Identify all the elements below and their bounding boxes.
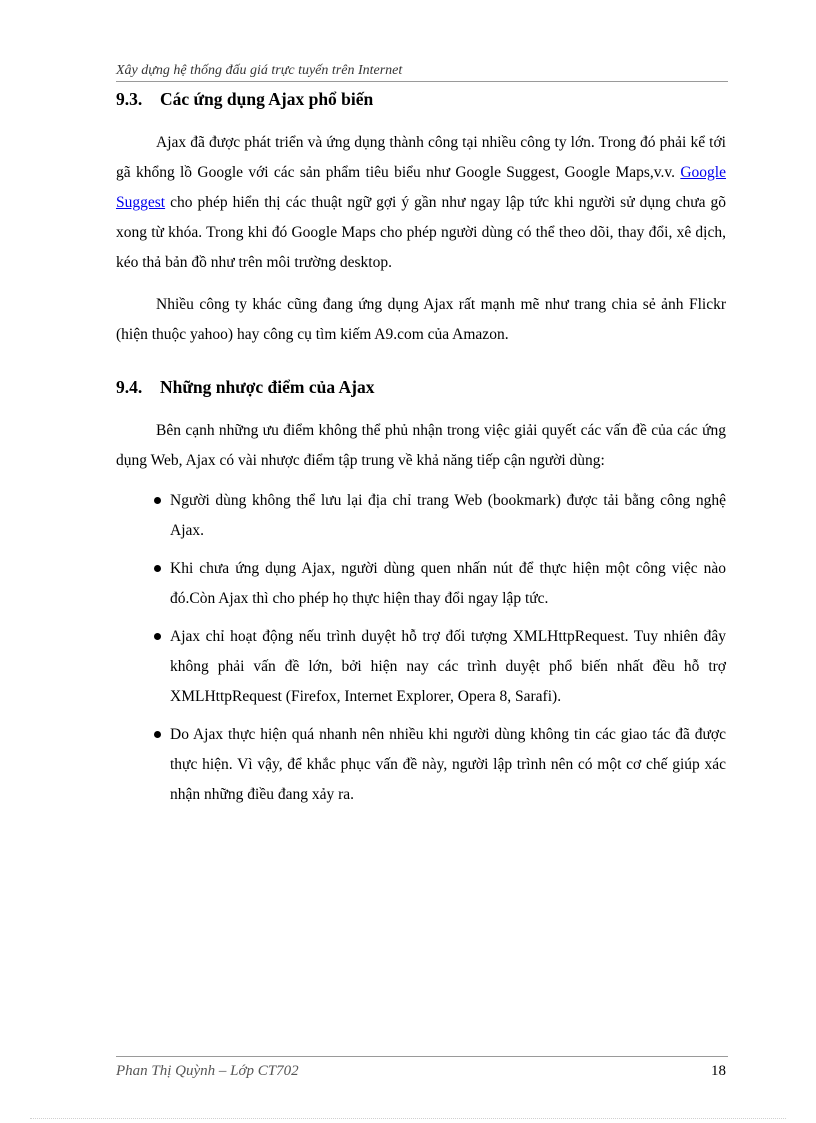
bullet-icon	[154, 633, 161, 640]
section-number: 9.3.	[116, 89, 143, 109]
section-heading-9-4	[116, 374, 726, 400]
list-item-text: Ajax chỉ hoạt động nếu trình duyệt hỗ trợ đối tượng XMLHttpRequest. Tuy nhiên đây không phải vấn đề lớn, bởi hiện nay các trình duyệt phổ biến nhất đều hỗ trợ XMLHttpRequest (Firefox, Internet Explorer, Opera 8, Sarafi).	[170, 628, 726, 705]
bullet-icon	[154, 731, 161, 738]
paragraph-text: cho phép hiển thị các thuật ngữ gợi ý gần như ngay lập tức khi người sử dụng chưa gõ xong từ khóa. Trong khi đó Google Maps cho phép người dùng có thể theo dõi, thay đổi, xê dịch, kéo thả bản đồ như trên môi trường desktop.	[116, 194, 726, 271]
disadvantages-list	[116, 486, 726, 810]
paragraph-ajax-applications	[116, 128, 726, 278]
page-content	[116, 86, 726, 818]
section-heading-9-3	[116, 86, 726, 112]
google-suggest-link[interactable]: Google Suggest	[116, 164, 726, 211]
list-item	[116, 720, 726, 810]
bullet-icon	[154, 565, 161, 572]
list-item-text: Người dùng không thể lưu lại địa chỉ trang Web (bookmark) được tải bằng công nghệ Ajax.	[170, 492, 726, 539]
paragraph-disadvantages-intro: Bên cạnh những ưu điểm không thể phủ nhận trong việc giải quyết các vấn đề của các ứng dụng Web, Ajax có vài nhược điểm tập trung về khả năng tiếp cận người dùng:	[116, 422, 726, 469]
section-title: Những nhược điểm của Ajax	[160, 377, 375, 397]
list-item	[116, 486, 726, 546]
section-title: Các ứng dụng Ajax phổ biến	[160, 89, 374, 109]
section-number: 9.4.	[116, 377, 143, 397]
running-header	[116, 62, 728, 82]
header-title: Xây dựng hệ thống đấu giá trực tuyến trên Internet	[116, 63, 403, 78]
list-item-text: Do Ajax thực hiện quá nhanh nên nhiều khi người dùng không tin các giao tác đã được thực hiện. Vì vậy, để khắc phục vấn đề này, người lập trình nên có một cơ chế giúp xác nhận những điều đang xảy ra.	[170, 726, 726, 803]
bullet-icon	[154, 497, 161, 504]
page-bottom-divider	[30, 1118, 786, 1119]
list-item	[116, 622, 726, 712]
page-number: 18	[711, 1063, 726, 1079]
paragraph-text: Ajax đã được phát triển và ứng dụng thành công tại nhiều công ty lớn. Trong đó phải kể tới gã khổng lồ Google với các sản phẩm tiêu biểu như Google Suggest, Google Maps,v.v.	[116, 134, 726, 181]
footer-author: Phan Thị Quỳnh – Lớp CT702	[116, 1063, 299, 1079]
list-item	[116, 554, 726, 614]
paragraph-other-companies: Nhiều công ty khác cũng đang ứng dụng Ajax rất mạnh mẽ như trang chia sẻ ảnh Flickr (hiện thuộc yahoo) hay công cụ tìm kiếm A9.com của Amazon.	[116, 296, 726, 343]
page-footer	[116, 1056, 728, 1081]
list-item-text: Khi chưa ứng dụng Ajax, người dùng quen nhấn nút để thực hiện một công việc nào đó.Còn Ajax thì cho phép họ thực hiện thay đổi ngay lập tức.	[170, 560, 726, 607]
